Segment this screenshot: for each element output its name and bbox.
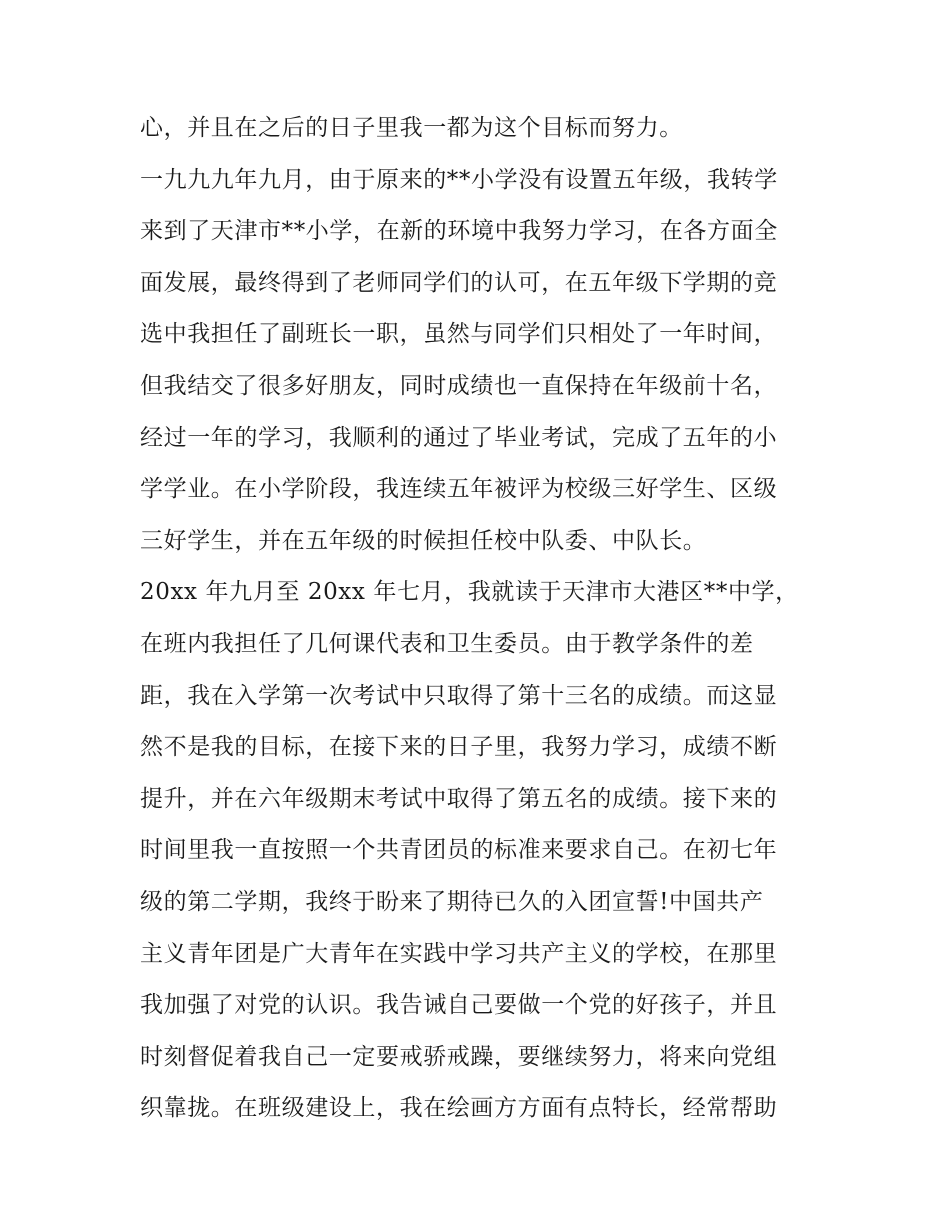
text-line: 距，我在入学第一次考试中只取得了第十三名的成绩。而这显 [140,682,778,709]
text-line: 心，并且在之后的日子里我一都为这个目标而努力。 [140,115,683,141]
text-line: 20xx 年九月至 20xx 年七月，我就读于天津市大港区**中学， [140,579,799,606]
text-line: 面发展，最终得到了老师同学们的认可，在五年级下学期的竞 [140,269,778,296]
text-line: 经过一年的学习，我顺利的通过了毕业考试，完成了五年的小 [140,424,778,451]
text-line: 级的第二学期，我终于盼来了期待已久的入团宣誓!中国共产 [140,888,764,915]
text-line: 但我结交了很多好朋友，同时成绩也一直保持在年级前十名， [140,372,778,399]
text-line: 然不是我的目标，在接下来的日子里，我努力学习，成绩不断 [140,734,778,761]
document-body [140,103,820,1135]
text-line: 主义青年团是广大青年在实践中学习共产主义的学校，在那里 [140,940,778,967]
text-line: 来到了天津市**小学，在新的环境中我努力学习，在各方面全 [140,218,778,245]
text-line: 我加强了对党的认识。我告诫自己要做一个党的好孩子，并且 [140,992,778,1019]
text-line: 三好学生，并在五年级的时候担任校中队委、中队长。 [140,527,707,554]
text-line: 学学业。在小学阶段，我连续五年被评为校级三好学生、区级 [140,476,778,503]
text-line: 在班内我担任了几何课代表和卫生委员。由于教学条件的差 [140,630,754,657]
text-line: 选中我担任了副班长一职，虽然与同学们只相处了一年时间， [140,321,778,348]
text-line: 一九九九年九月，由于原来的**小学没有设置五年级，我转学 [140,166,778,193]
text-line: 提升，并在六年级期末考试中取得了第五名的成绩。接下来的 [140,785,778,812]
text-line: 时间里我一直按照一个共青团员的标准来要求自己。在初七年 [140,837,778,864]
text-line: 时刻督促着我自己一定要戒骄戒躁，要继续努力，将来向党组 [140,1043,778,1070]
text-line: 织靠拢。在班级建设上，我在绘画方方面有点特长，经常帮助 [140,1095,778,1122]
